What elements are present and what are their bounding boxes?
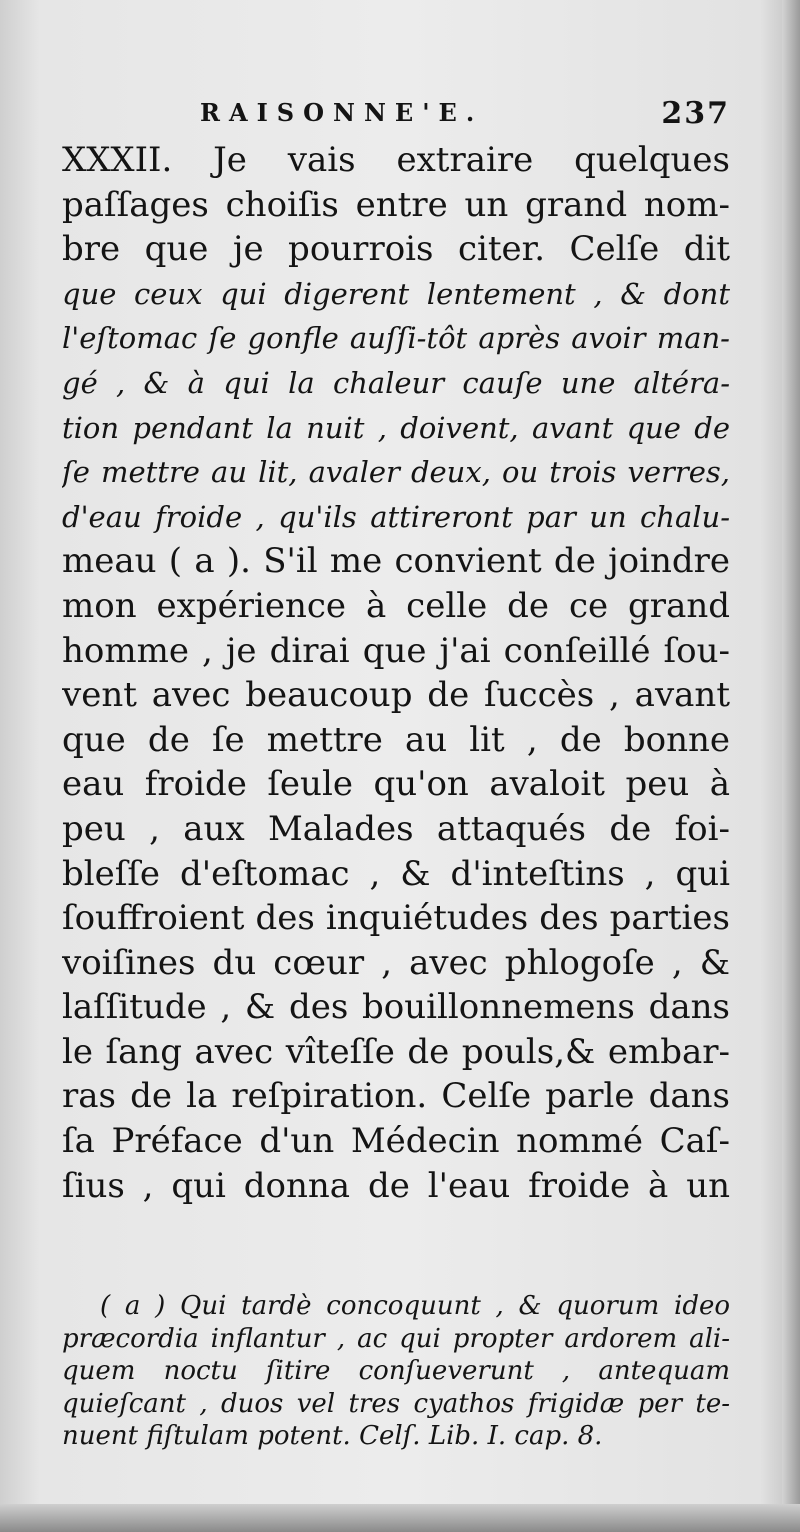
body-line: d'eau froide , qu'ils attireront par un chalu- <box>62 499 730 534</box>
footnote <box>62 1290 730 1453</box>
body-line: tion pendant la nuit , doivent, avant que de <box>62 410 730 445</box>
body-line: gé , & à qui la chaleur cauſe une altéra- <box>62 365 730 400</box>
body-line: ras de la reſpiration. Celſe parle dans <box>62 1076 730 1117</box>
footnote-line: quieſcant , duos vel tres cyathos frigidæ per te- <box>62 1388 730 1419</box>
body-line: ſe mettre au lit, avaler deux, ou trois verres, <box>62 455 730 490</box>
body-line: vent avec beaucoup de ſuccès , avant <box>62 675 730 716</box>
body-line: le ſang avec vîteſſe de pouls,& embar- <box>62 1031 730 1072</box>
body-text <box>62 138 730 1208</box>
body-line: bleſſe d'eſtomac , & d'inteſtins , qui <box>62 853 730 894</box>
page-edge-bottom <box>0 1504 800 1532</box>
footnote-line: præcordia inflantur , ac qui propter ardorem ali- <box>62 1323 730 1354</box>
page-number: 237 <box>661 96 730 131</box>
body-line: peu , aux Malades attaqués de foi- <box>62 808 730 849</box>
running-head: RAISONNE'E. <box>200 98 484 127</box>
body-line: que de ſe mettre au lit , de bonne <box>62 719 730 760</box>
body-line: ſius , qui donna de l'eau froide à un <box>62 1165 730 1206</box>
body-line: que ceux qui digerent lentement , & dont <box>62 276 730 311</box>
body-line: meau ( a ). S'il me convient de joindre <box>62 541 730 582</box>
footnote-line: nuent fiſtulam potent. Celſ. Lib. I. cap. 8. <box>62 1421 603 1451</box>
body-line: paſſages choiſis entre un grand nom- <box>62 184 730 225</box>
footnote-line: quem noctu ſitire conſueverunt , antequam <box>62 1356 730 1386</box>
body-line: ſouffroient des inquiétudes des parties <box>62 898 730 939</box>
body-line: mon expérience à celle de ce grand <box>62 585 730 626</box>
body-line: laſſitude , & des bouillonnemens dans <box>62 987 730 1028</box>
footnote-line: ( a ) Qui tardè concoquunt , & quorum ideo <box>100 1291 730 1321</box>
page-header <box>200 96 730 136</box>
body-line: homme , je dirai que j'ai conſeillé ſou- <box>62 630 730 671</box>
body-line: XXXII. Je vais extraire quelques <box>62 140 730 180</box>
body-line: ſa Préface d'un Médecin nommé Caſ- <box>62 1121 730 1162</box>
body-line: voiſines du cœur , avec phlogoſe , & <box>62 942 730 983</box>
body-line: eau froide ſeule qu'on avaloit peu à <box>62 764 730 805</box>
page-edge-right <box>782 0 800 1532</box>
body-line: bre que je pourrois citer. Celſe dit <box>62 229 730 270</box>
body-line: l'eſtomac ſe gonfle auſſi-tôt après avoir man- <box>62 321 730 356</box>
